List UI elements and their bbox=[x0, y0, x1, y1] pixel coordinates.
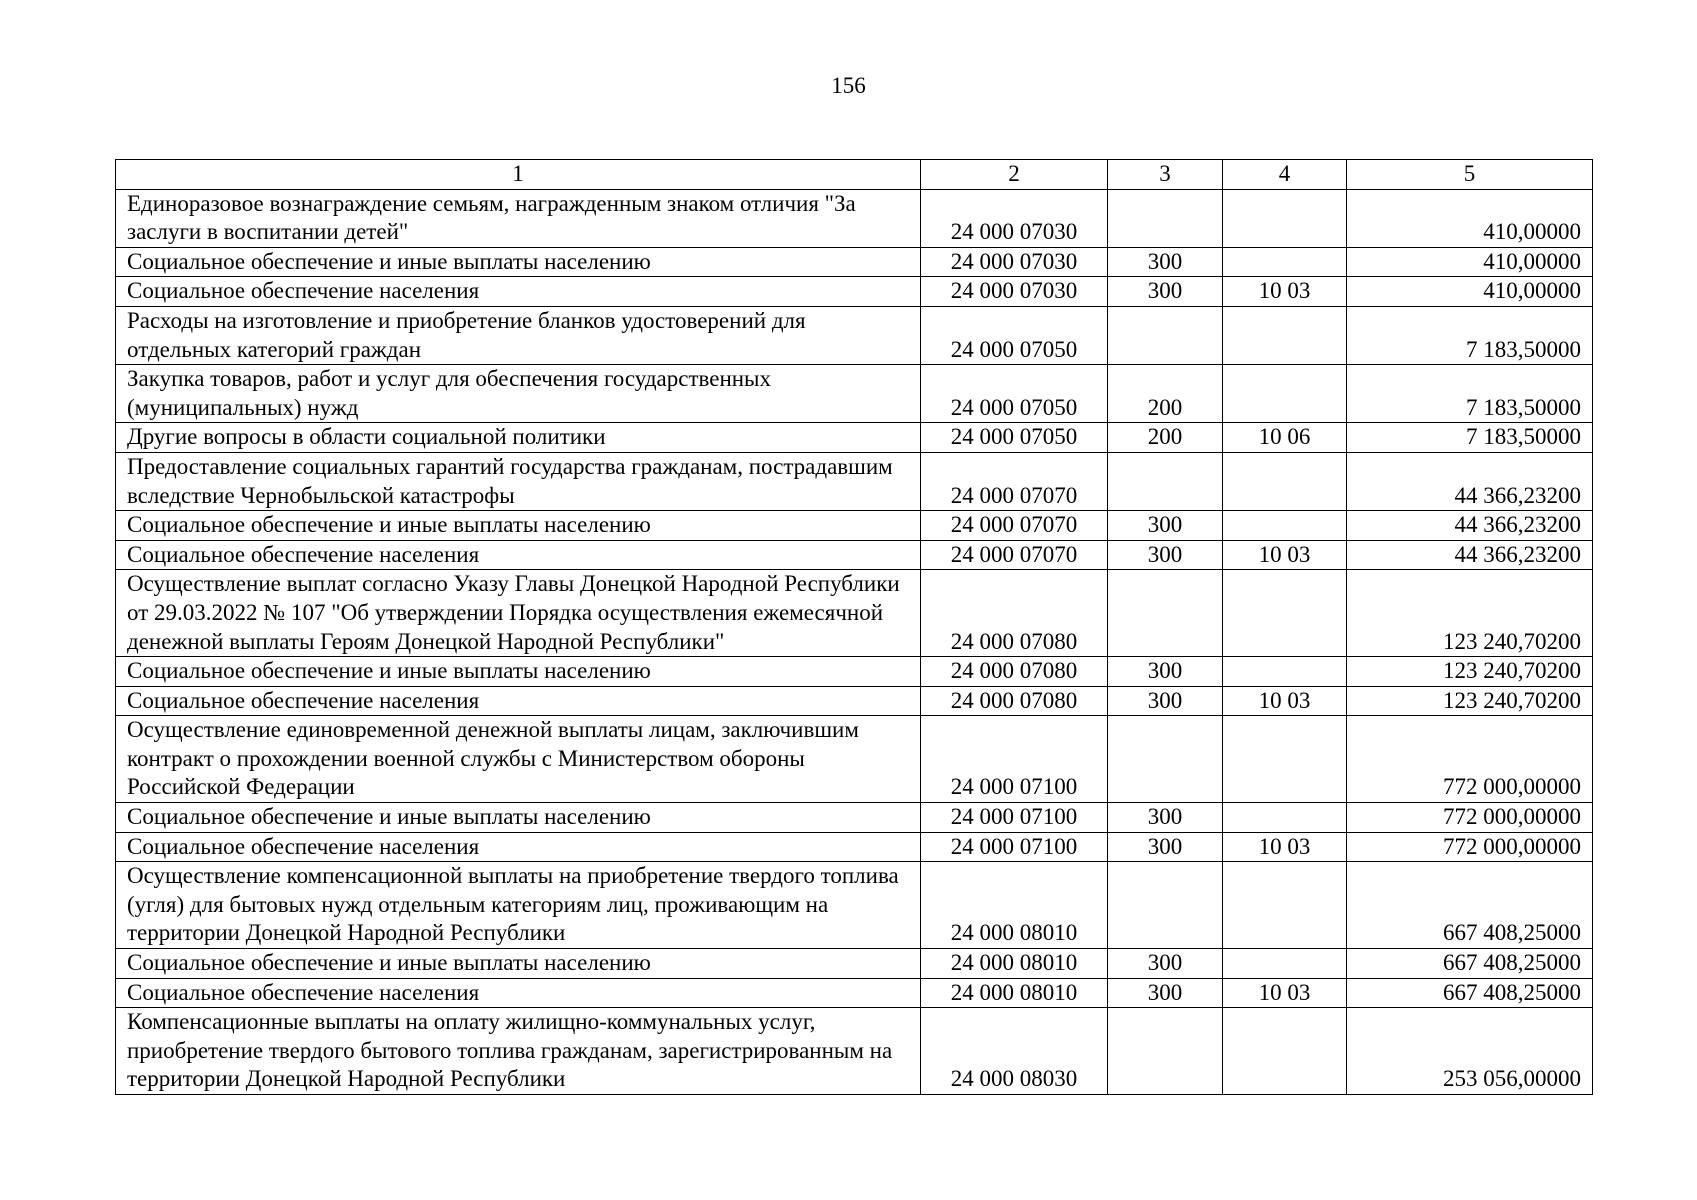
row-expense-type-cell bbox=[1108, 862, 1223, 949]
table-row bbox=[116, 716, 1593, 803]
header-col-1: 1 bbox=[116, 160, 921, 190]
table-row bbox=[116, 978, 1593, 1008]
row-code-cell: 24 000 07080 bbox=[921, 570, 1108, 657]
row-name-cell: Предоставление социальных гарантий государства гражданам, пострадавшим вследствие Чернобыльской катастрофы bbox=[116, 452, 921, 510]
row-section-cell bbox=[1223, 306, 1347, 364]
row-amount-cell: 44 366,23200 bbox=[1347, 511, 1593, 541]
table-row bbox=[116, 423, 1593, 453]
row-expense-type-cell: 300 bbox=[1108, 832, 1223, 862]
row-name-cell: Социальное обеспечение населения bbox=[116, 686, 921, 716]
row-expense-type-cell bbox=[1108, 1008, 1223, 1095]
row-expense-type-cell: 300 bbox=[1108, 277, 1223, 307]
row-expense-type-cell bbox=[1108, 306, 1223, 364]
row-name-cell: Расходы на изготовление и приобретение бланков удостоверений для отдельных категорий граждан bbox=[116, 306, 921, 364]
row-section-cell: 10 06 bbox=[1223, 423, 1347, 453]
row-code-cell: 24 000 08010 bbox=[921, 862, 1108, 949]
row-expense-type-cell: 300 bbox=[1108, 511, 1223, 541]
row-amount-cell: 772 000,00000 bbox=[1347, 716, 1593, 803]
row-amount-cell: 123 240,70200 bbox=[1347, 657, 1593, 687]
header-col-4: 4 bbox=[1223, 160, 1347, 190]
table-row bbox=[116, 277, 1593, 307]
row-name-cell: Социальное обеспечение и иные выплаты населению bbox=[116, 511, 921, 541]
row-amount-cell: 123 240,70200 bbox=[1347, 686, 1593, 716]
row-section-cell bbox=[1223, 803, 1347, 833]
row-section-cell: 10 03 bbox=[1223, 540, 1347, 570]
table-row bbox=[116, 862, 1593, 949]
row-code-cell: 24 000 07030 bbox=[921, 189, 1108, 247]
header-col-3: 3 bbox=[1108, 160, 1223, 190]
table-row bbox=[116, 570, 1593, 657]
table-row bbox=[116, 452, 1593, 510]
row-code-cell: 24 000 07050 bbox=[921, 365, 1108, 423]
row-section-cell: 10 03 bbox=[1223, 978, 1347, 1008]
budget-table bbox=[115, 159, 1593, 1095]
row-expense-type-cell: 300 bbox=[1108, 540, 1223, 570]
row-section-cell: 10 03 bbox=[1223, 686, 1347, 716]
row-name-cell: Единоразовое вознаграждение семьям, награжденным знаком отличия "За заслуги в воспитании детей" bbox=[116, 189, 921, 247]
row-code-cell: 24 000 07050 bbox=[921, 306, 1108, 364]
table-row bbox=[116, 511, 1593, 541]
row-name-cell: Закупка товаров, работ и услуг для обеспечения государственных (муниципальных) нужд bbox=[116, 365, 921, 423]
row-amount-cell: 7 183,50000 bbox=[1347, 423, 1593, 453]
row-amount-cell: 410,00000 bbox=[1347, 189, 1593, 247]
row-amount-cell: 667 408,25000 bbox=[1347, 862, 1593, 949]
table-row bbox=[116, 365, 1593, 423]
row-name-cell: Социальное обеспечение населения bbox=[116, 277, 921, 307]
row-section-cell: 10 03 bbox=[1223, 277, 1347, 307]
table-header bbox=[116, 160, 1593, 190]
row-section-cell bbox=[1223, 247, 1347, 277]
row-expense-type-cell: 300 bbox=[1108, 247, 1223, 277]
row-section-cell bbox=[1223, 1008, 1347, 1095]
row-name-cell: Социальное обеспечение и иные выплаты населению bbox=[116, 247, 921, 277]
row-expense-type-cell bbox=[1108, 570, 1223, 657]
row-name-cell: Социальное обеспечение населения bbox=[116, 978, 921, 1008]
row-code-cell: 24 000 08010 bbox=[921, 978, 1108, 1008]
row-name-cell: Социальное обеспечение и иные выплаты населению bbox=[116, 803, 921, 833]
row-amount-cell: 123 240,70200 bbox=[1347, 570, 1593, 657]
table-row bbox=[116, 949, 1593, 979]
row-code-cell: 24 000 07070 bbox=[921, 540, 1108, 570]
row-expense-type-cell: 300 bbox=[1108, 978, 1223, 1008]
row-expense-type-cell: 300 bbox=[1108, 949, 1223, 979]
row-code-cell: 24 000 07080 bbox=[921, 657, 1108, 687]
row-section-cell bbox=[1223, 862, 1347, 949]
row-amount-cell: 44 366,23200 bbox=[1347, 540, 1593, 570]
row-name-cell: Компенсационные выплаты на оплату жилищно-коммунальных услуг, приобретение твердого бытового топлива гражданам, зарегистрированным на территории Донецкой Народной Республики bbox=[116, 1008, 921, 1095]
row-section-cell bbox=[1223, 570, 1347, 657]
row-code-cell: 24 000 07050 bbox=[921, 423, 1108, 453]
row-code-cell: 24 000 08010 bbox=[921, 949, 1108, 979]
table-row bbox=[116, 1008, 1593, 1095]
row-section-cell bbox=[1223, 452, 1347, 510]
row-section-cell bbox=[1223, 365, 1347, 423]
row-code-cell: 24 000 07030 bbox=[921, 277, 1108, 307]
row-amount-cell: 44 366,23200 bbox=[1347, 452, 1593, 510]
table-row bbox=[116, 657, 1593, 687]
row-amount-cell: 667 408,25000 bbox=[1347, 978, 1593, 1008]
table-body bbox=[116, 189, 1593, 1094]
row-expense-type-cell: 200 bbox=[1108, 423, 1223, 453]
row-name-cell: Социальное обеспечение населения bbox=[116, 540, 921, 570]
row-code-cell: 24 000 07030 bbox=[921, 247, 1108, 277]
row-section-cell bbox=[1223, 511, 1347, 541]
row-code-cell: 24 000 07100 bbox=[921, 716, 1108, 803]
table-row bbox=[116, 247, 1593, 277]
row-amount-cell: 253 056,00000 bbox=[1347, 1008, 1593, 1095]
header-col-2: 2 bbox=[921, 160, 1108, 190]
row-name-cell: Другие вопросы в области социальной политики bbox=[116, 423, 921, 453]
row-amount-cell: 7 183,50000 bbox=[1347, 365, 1593, 423]
row-name-cell: Осуществление единовременной денежной выплаты лицам, заключившим контракт о прохождении военной службы с Министерством обороны Российской Федерации bbox=[116, 716, 921, 803]
row-amount-cell: 772 000,00000 bbox=[1347, 832, 1593, 862]
table-row bbox=[116, 686, 1593, 716]
header-col-5: 5 bbox=[1347, 160, 1593, 190]
row-name-cell: Социальное обеспечение и иные выплаты населению bbox=[116, 657, 921, 687]
row-expense-type-cell: 300 bbox=[1108, 686, 1223, 716]
row-amount-cell: 772 000,00000 bbox=[1347, 803, 1593, 833]
table-row bbox=[116, 540, 1593, 570]
row-amount-cell: 410,00000 bbox=[1347, 247, 1593, 277]
row-code-cell: 24 000 07070 bbox=[921, 511, 1108, 541]
row-code-cell: 24 000 07100 bbox=[921, 832, 1108, 862]
row-name-cell: Социальное обеспечение и иные выплаты населению bbox=[116, 949, 921, 979]
table-row bbox=[116, 189, 1593, 247]
row-code-cell: 24 000 07080 bbox=[921, 686, 1108, 716]
row-expense-type-cell: 300 bbox=[1108, 803, 1223, 833]
row-code-cell: 24 000 08030 bbox=[921, 1008, 1108, 1095]
table-row bbox=[116, 832, 1593, 862]
row-expense-type-cell: 200 bbox=[1108, 365, 1223, 423]
row-expense-type-cell: 300 bbox=[1108, 657, 1223, 687]
row-amount-cell: 410,00000 bbox=[1347, 277, 1593, 307]
row-section-cell bbox=[1223, 657, 1347, 687]
row-section-cell: 10 03 bbox=[1223, 832, 1347, 862]
row-section-cell bbox=[1223, 189, 1347, 247]
row-section-cell bbox=[1223, 716, 1347, 803]
row-expense-type-cell bbox=[1108, 452, 1223, 510]
row-name-cell: Социальное обеспечение населения bbox=[116, 832, 921, 862]
row-name-cell: Осуществление компенсационной выплаты на приобретение твердого топлива (угля) для бытовых нужд отдельным категориям лиц, проживающим на территории Донецкой Народной Республики bbox=[116, 862, 921, 949]
row-expense-type-cell bbox=[1108, 189, 1223, 247]
page-number: 156 bbox=[831, 73, 866, 98]
row-section-cell bbox=[1223, 949, 1347, 979]
row-amount-cell: 7 183,50000 bbox=[1347, 306, 1593, 364]
row-name-cell: Осуществление выплат согласно Указу Главы Донецкой Народной Республики от 29.03.2022 № 107 "Об утверждении Порядка осуществления ежемесячной денежной выплаты Героям Донецкой Народной Республики" bbox=[116, 570, 921, 657]
table-row bbox=[116, 803, 1593, 833]
row-code-cell: 24 000 07070 bbox=[921, 452, 1108, 510]
row-code-cell: 24 000 07100 bbox=[921, 803, 1108, 833]
row-amount-cell: 667 408,25000 bbox=[1347, 949, 1593, 979]
table-row bbox=[116, 306, 1593, 364]
row-expense-type-cell bbox=[1108, 716, 1223, 803]
header-row bbox=[116, 160, 1593, 190]
